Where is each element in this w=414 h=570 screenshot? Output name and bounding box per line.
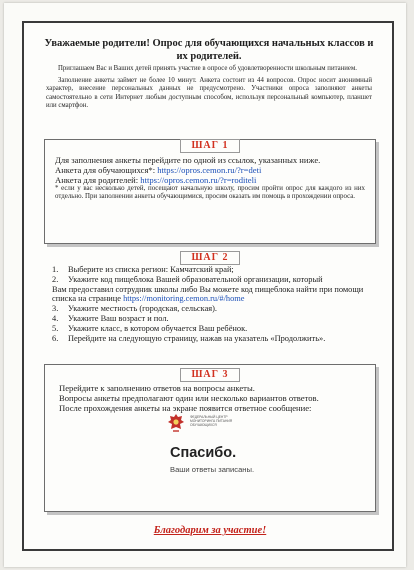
step-1-instruction: Для заполнения анкеты перейдите по одной из ссылок, указанных ниже. (55, 155, 321, 165)
parents-survey-link[interactable]: https://opros.cemon.ru/?r=roditeli (140, 175, 257, 185)
step-2-body (44, 265, 376, 343)
step-2-item-number: 6. (52, 333, 59, 343)
step-2-item-number: 3. (52, 304, 59, 314)
step-3-body (45, 382, 375, 414)
page-title: Уважаемые родители! Опрос для обучающихся начальных классов и их родителей. (44, 38, 374, 62)
intro-paragraph-invitation: Приглашаем Вас и Ваших детей принять участие в опросе об удовлетворенности школьным питанием. (58, 65, 357, 72)
step-2-item-5 (52, 324, 368, 334)
step-1-footnote: * если у вас несколько детей, посещают начальную школу, просим пройти опрос для каждого из них отдельно. При заполнении анкеты обучающимися, просим оказать им помощь в прохождении опроса. (55, 185, 365, 201)
students-survey-line (55, 165, 365, 175)
page-frame (22, 21, 394, 551)
intro-paragraph-details: Заполнение анкеты займет не более 10 минут. Анкета состоит из 44 вопросов. Опрос носит анонимный характер, внесение персональных данных не предусмотрено. Участники опроса заполняют анкеты самостоятельно в сети Интернет любым доступным способом, используя персональный компьютер, планшет или смартфон. (46, 76, 372, 110)
step-2-item-text: Укажите класс, в котором обучается Ваш ребёнок. (68, 323, 248, 333)
eagle-emblem-icon (166, 412, 186, 434)
intro-text (46, 65, 372, 114)
step-2-item-number: 2. (52, 274, 59, 284)
step-2-item-text: Выберите из списка регион: Камчатский край; (68, 265, 234, 274)
thank-you-heading: Спасибо. (170, 445, 237, 461)
step-2-item-2-continuation (52, 285, 368, 305)
step-2-item-4 (52, 314, 368, 324)
closing-thanks: Благодарим за участие! (153, 525, 267, 536)
organization-name: ФЕДЕРАЛЬНЫЙ ЦЕНТР МОНИТОРИНГА ПИТАНИЯ ОБУЧАЮЩИХСЯ (190, 415, 233, 427)
step-1-box (44, 139, 376, 244)
step-3-line-3: После прохождения анкеты на экране появится ответное сообщение: (59, 403, 312, 414)
step-2-item-text: Перейдите на следующую страницу, нажав на указатель «Продолжить». (68, 333, 326, 343)
step-1-body (45, 153, 375, 202)
step-2-item-text: Укажите код пищеблока Вашей образовательной организации, который (68, 274, 323, 284)
students-survey-link[interactable]: https://opros.cemon.ru/?r=deti (157, 165, 262, 175)
step-2-item-number: 5. (52, 323, 59, 333)
step-3-line-1: Перейдите к заполнению ответов на вопросы анкеты. (59, 383, 255, 393)
step-3-line-2: Вопросы анкеты предполагают один или несколько вариантов ответов. (59, 393, 319, 404)
step-2-box (44, 251, 376, 355)
step-3-label: ШАГ 3 (180, 368, 240, 382)
step-2-label: ШАГ 2 (180, 251, 240, 265)
step-2-item-1 (52, 265, 368, 275)
step-2-item-text: Укажите Ваш возраст и пол. (68, 313, 169, 323)
step-2-item-2 (52, 275, 368, 285)
step-2-item-2-continuation-text: Вам предоставил сотрудник школы либо Вы можете код пищеблока найти при помощи списка на странице (52, 284, 364, 304)
parents-survey-label: Анкета для родителей: (55, 175, 141, 185)
document-page (4, 3, 406, 567)
step-1-label: ШАГ 1 (180, 139, 240, 153)
step-2-item-number: 4. (52, 313, 59, 323)
step-2-item-number: 1. (52, 265, 59, 274)
answers-recorded-text: Ваши ответы записаны. (170, 465, 255, 474)
parents-survey-line (55, 175, 365, 185)
step-2-item-3 (52, 304, 368, 314)
monitoring-link[interactable]: https://monitoring.cemon.ru/#/home (123, 294, 245, 304)
step-2-item-6 (52, 334, 368, 344)
students-survey-label: Анкета для обучающихся*: (55, 165, 158, 175)
step-3-box (44, 364, 376, 512)
step-2-item-text: Укажите местность (городская, сельская). (68, 304, 218, 314)
